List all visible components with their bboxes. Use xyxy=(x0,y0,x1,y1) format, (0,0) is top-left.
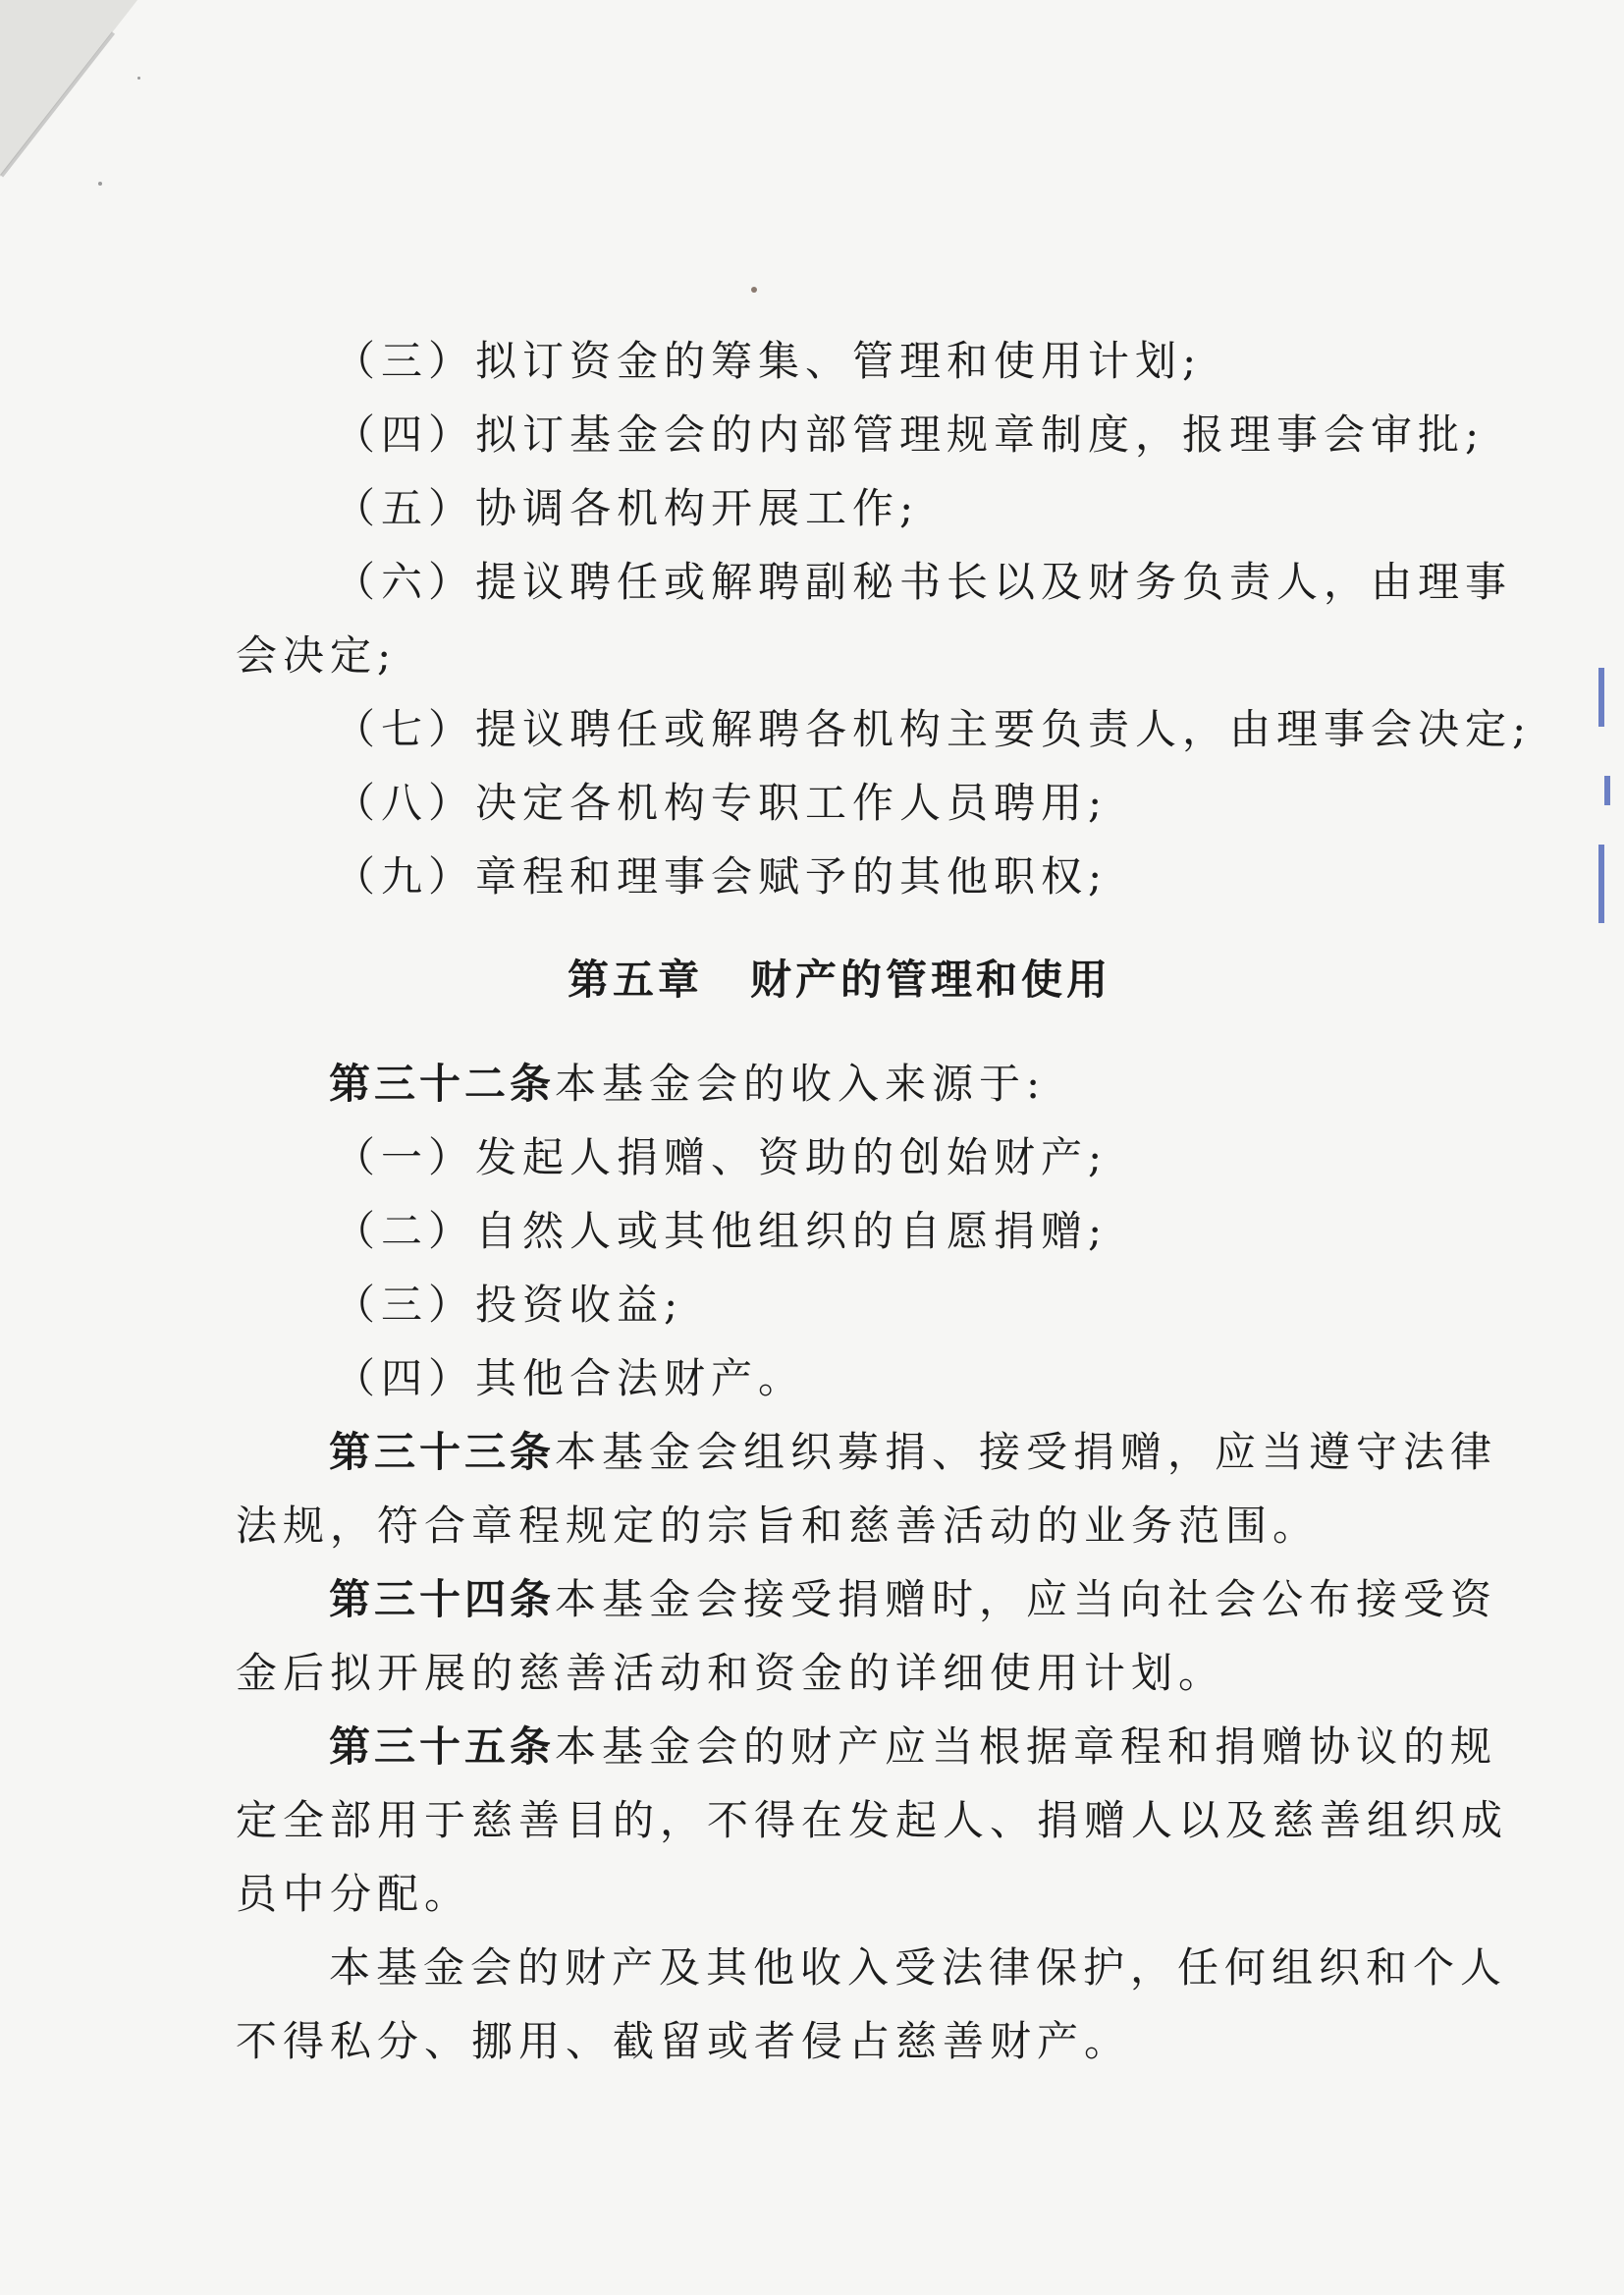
chapter-heading xyxy=(236,951,1414,1010)
article-text-continuation: 法规，符合章程规定的宗旨和慈善活动的业务范围。 xyxy=(236,1502,1321,1550)
list-item-continuation: 会决定; xyxy=(236,631,398,680)
article-text: 本基金会接受捐赠时，应当向社会公布接受资 xyxy=(555,1575,1498,1623)
list-item: （三）投资收益; xyxy=(334,1281,684,1329)
paragraph-text: 本基金会的财产及其他收入受法律保护，任何组织和个人 xyxy=(329,1943,1508,1992)
list-item: （四）拟订基金会的内部管理规章制度，报理事会审批; xyxy=(334,410,1486,459)
list-item: （九）章程和理事会赋予的其他职权; xyxy=(334,852,1109,901)
article-text-continuation: 定全部用于慈善目的，不得在发起人、捐赠人以及慈善组织成 xyxy=(236,1796,1509,1844)
list-item: （八）决定各机构专职工作人员聘用; xyxy=(334,779,1109,827)
article-text-continuation: 金后拟开展的慈善活动和资金的详细使用计划。 xyxy=(236,1649,1226,1697)
stamp-edge xyxy=(1598,668,1620,923)
list-item: （五）协调各机构开展工作; xyxy=(334,484,920,532)
article-text: 本基金会的财产应当根据章程和捐赠协议的规 xyxy=(555,1722,1498,1771)
article-33 xyxy=(236,1415,1498,1562)
article-35 xyxy=(236,1710,1509,1931)
article-label: 第三十五条 xyxy=(329,1722,556,1771)
list-item: （七）提议聘任或解聘各机构主要负责人，由理事会决定; xyxy=(334,705,1533,753)
paragraph-text-continuation: 不得私分、挪用、截留或者侵占慈善财产。 xyxy=(236,2017,1132,2065)
scan-speck xyxy=(137,77,140,80)
chapter-number: 第五章 xyxy=(567,956,703,1004)
scan-speck xyxy=(98,182,102,186)
article-34 xyxy=(236,1562,1498,1710)
article-label: 第三十二条 xyxy=(329,1060,556,1108)
article-label: 第三十四条 xyxy=(329,1575,556,1623)
document-body xyxy=(236,324,1533,2078)
chapter-title: 财产的管理和使用 xyxy=(750,956,1112,1004)
list-item: （一）发起人捐赠、资助的创始财产; xyxy=(334,1133,1109,1181)
article-text-continuation: 员中分配。 xyxy=(236,1870,472,1918)
article-text: 本基金会组织募捐、接受捐赠，应当遵守法律 xyxy=(555,1428,1498,1476)
scan-speck xyxy=(751,287,757,293)
list-item: （四）其他合法财产。 xyxy=(334,1354,806,1402)
duty-list xyxy=(236,324,1533,913)
list-item: （二）自然人或其他组织的自愿捐赠; xyxy=(334,1207,1109,1255)
article-32 xyxy=(236,1047,1414,1415)
list-item: （六）提议聘任或解聘副秘书长以及财务负责人，由理事 xyxy=(334,558,1513,606)
article-text: 本基金会的收入来源于: xyxy=(555,1060,1047,1108)
final-paragraph xyxy=(236,1931,1508,2078)
list-item: （三）拟订资金的筹集、管理和使用计划; xyxy=(334,337,1203,385)
article-label: 第三十三条 xyxy=(329,1428,556,1476)
